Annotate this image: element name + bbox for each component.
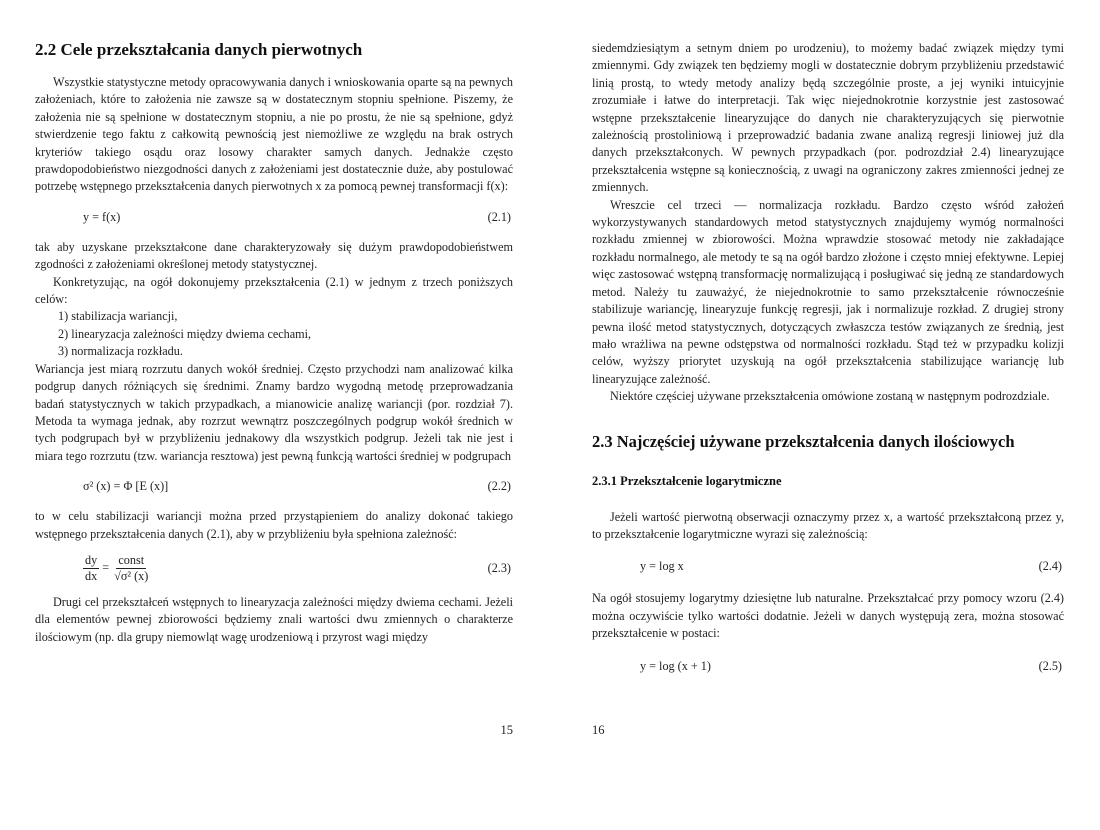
paragraph: Wszystkie statystyczne metody opracowywania danych i wnioskowania oparte są na pewnych założeniach, które to założenia nie zawsze są w dostatecznym stopniu spełnione. Piszemy, że założenia nie są spełnione w dostatecznym stopniu, a nie po prostu, że nie są spełnione, gdyż stwierdzenie tego faktu z całkowitą pewnością jest niemożliwe ze względu na brak ostrych kryteriów takiego osądu oraz losowy charakter samych danych. Jednakże często prawdopodobieństwo niezgodności danych z założeniami jest dostatecznie duże, aby postulować potrzebę wstępnego przekształcenia danych pierwotnych x za pomocą pewnej transformacji f(x): [35, 75, 513, 194]
equation-expression: y = f(x) [83, 209, 121, 224]
paragraph: Drugi cel przekształceń wstępnych to linearyzacja zależności między dwiema cechami. Jeżeli dla elementów pewnej zbiorowości będziemy znali wartości dwu zmiennych o charakterze ilościowym (np. dla grupy niemowląt wagę urodzeniową i przyrost wagi między [35, 594, 513, 644]
equation-2-3 [35, 553, 513, 584]
page-number: 15 [500, 723, 513, 737]
equation-expression [35, 553, 150, 584]
paragraph: siedemdziesiątym a setnym dniem po urodzeniu), to możemy badać związek między tymi zmiennymi. Gdy związek ten będziemy mogli w dostatecznie dobrym przybliżeniu przedstawić linią prostą, to wtedy metody analizy będą szczególnie proste, a jej wyniki intuicyjnie zrozumiałe i łatwe do interpretacji. Tak więc niejednokrotnie korzystnie jest zastosować wstępne przekształcenie linearyzujące do danych nie charakteryzujących się pierwotnie zależnością prostoliniową i przeprowadzić badania zwane analizą regresji liniowej już dla danych przekształconych. W pewnych przypadkach (por. podrozdział 2.4) linearyzujące przekształcenia wstępne są koniecznością, z uwagi na ograniczony zakres zmienności jednej ze zmiennych. [592, 41, 1064, 195]
paragraph: Wariancja jest miarą rozrzutu danych wokół średniej. Często przychodzi nam analizować kilka podgrup danych różniących się średnimi. Znamy bardzo wygodną metodę przeprowadzania badań statystycznych w takich przypadkach, a mianowicie analizę wariancji (por. rozdział 7). Metoda ta wymaga jednak, aby rozrzut wewnątrz poszczególnych podgrup wokół średnich w tych podgrupach był w przybliżeniu jednakowy dla wszystkich podgrup. Jeżeli tak nie jest i miara tego rozrzutu (tzw. wariancja resztowa) jest pewną funkcją wartości średniej w podgrupach [35, 361, 513, 463]
fraction-rhs [112, 553, 150, 584]
paragraph: Konkretyzując, na ogół dokonujemy przekształcenia (2.1) w jednym z trzech poniższych celów: [35, 274, 513, 307]
section-title-2-2: 2.2 Cele przekształcania danych pierwotnych [35, 40, 363, 59]
list-item: 3) normalizacja rozkładu. [58, 344, 183, 359]
list-item: 2) linearyzacja zależności między dwiema cechami, [58, 326, 312, 341]
fraction-denominator: dx [85, 568, 98, 583]
equation-number: (2.5) [1038, 658, 1062, 673]
list-item: 1) stabilizacja wariancji, [58, 309, 178, 324]
paragraph: Na ogół stosujemy logarytmy dziesiętne lub naturalne. Przekształcać przy pomocy wzoru (2.4) można oczywiście tylko wartości dodatnie. Jeżeli w danych występują zera, można stosować przekształcenie w postaci: [592, 591, 1064, 641]
equation-expression: y = log (x + 1) [640, 658, 711, 673]
fraction-numerator: const [118, 552, 145, 567]
equation-2-4 [592, 559, 1064, 574]
goals-list [35, 308, 513, 360]
right-page [550, 0, 1100, 830]
equation-expression: y = log x [640, 559, 684, 574]
equation-2-1 [35, 210, 513, 225]
fraction-numerator: dy [85, 552, 98, 567]
equation-number: (2.4) [1038, 559, 1062, 574]
paragraph: tak aby uzyskane przekształcone dane charakteryzowały się dużym prawdopodobieństwem zgodności z założeniami określonej metody statystycznej. [35, 239, 513, 272]
paragraph: to w celu stabilizacji wariancji można przed przystąpieniem do analizy dokonać takiego wstępnego przekształcenia danych (2.1), aby w przybliżeniu była spełniona zależność: [35, 509, 513, 541]
fraction-lhs [83, 553, 99, 584]
page-number: 16 [592, 723, 605, 737]
equals-sign: = [102, 560, 110, 575]
paragraph: Niektóre częściej używane przekształcenia omówione zostaną w następnym podrozdziale. [610, 389, 1050, 404]
equation-2-2 [35, 479, 513, 494]
equation-number: (2.1) [487, 209, 511, 224]
equation-expression: σ² (x) = Φ [E (x)] [83, 479, 169, 494]
equation-number: (2.2) [487, 479, 511, 494]
fraction-denominator: √σ² (x) [114, 568, 149, 583]
equation-2-5 [592, 659, 1064, 674]
paragraph: Wreszcie cel trzeci — normalizacja rozkładu. Bardzo często wśród założeń wykorzystywanych standardowych metod statystycznych znajdujemy wymóg normalności rozkładu zmiennej w zbiorowości. Można wprawdzie stosować metody nie zakładające rozkładu normalnego, ale metody te są na ogół bardzo złożone i często mniej efektywne. Lepiej więc zastosować wstępną transformację normalizującą i posługiwać się jedną ze standardowych metod. Należy tu zauważyć, że niejednokrotnie to samo przekształcenie równocześnie stabilizuje wariancję, linearyzuje funkcję regresji, jak i normalizuje rozkład. Z drugiej strony pewna ilość metod statystycznych, dotyczących zwłaszcza testów związanych ze średnią, jest mało wrażliwa na pewne odstępstwa od normalności rozkładu. Stąd też w przypadku kolizji celów, wyższy priorytet uzyskują na ogół przekształcenia stabilizujące wariancję lub linearyzujące zależność. [592, 197, 1064, 386]
equation-number: (2.3) [487, 560, 511, 575]
subsection-title-2-3-1: 2.3.1 Przekształcenie logarytmiczne [592, 473, 782, 488]
paragraph: Jeżeli wartość pierwotną obserwacji oznaczymy przez x, a wartość przekształconą przez y, to przekształcenie logarytmiczne wyrazi się zależnością: [592, 509, 1064, 541]
section-title-2-3: 2.3 Najczęściej używane przekształcenia danych ilościowych [592, 431, 1015, 451]
